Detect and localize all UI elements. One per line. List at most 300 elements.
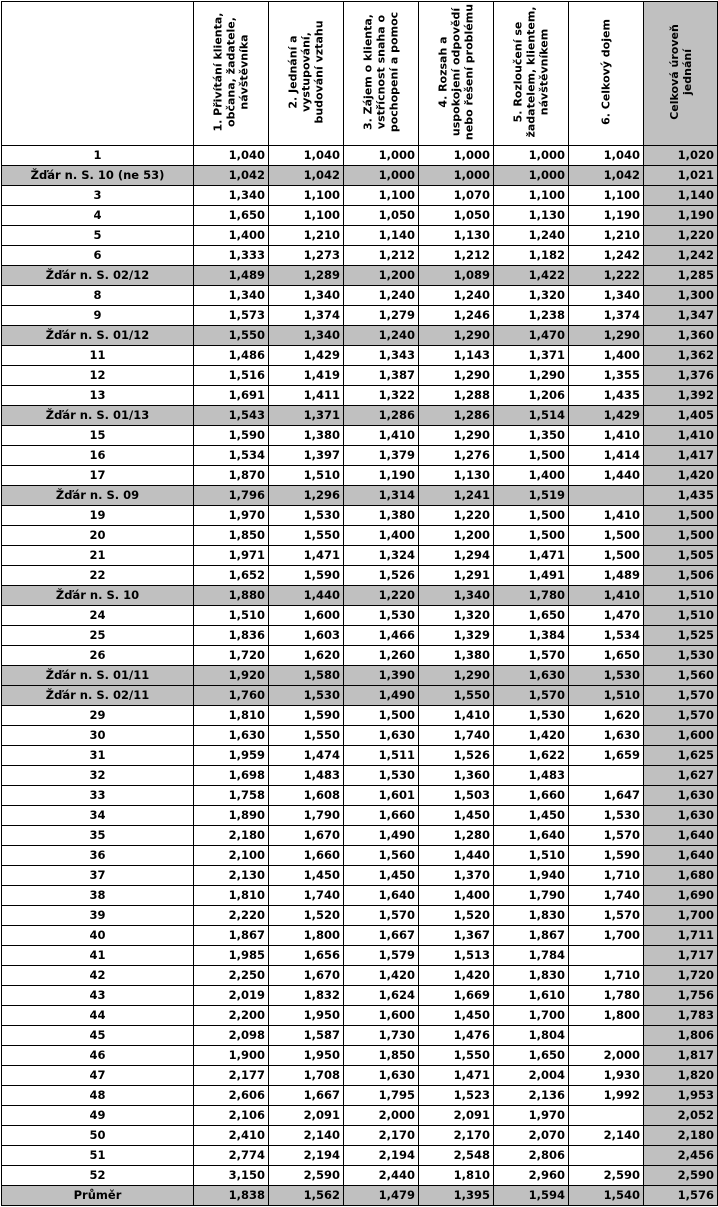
table-row bbox=[2, 1046, 718, 1066]
cell-value: 1,543 bbox=[194, 406, 269, 426]
cell-value: 1,240 bbox=[419, 286, 494, 306]
row-label: 32 bbox=[2, 766, 194, 786]
cell-value: 1,700 bbox=[569, 926, 644, 946]
cell-value: 1,710 bbox=[569, 866, 644, 886]
cell-value: 1,534 bbox=[194, 446, 269, 466]
cell-value: 1,601 bbox=[344, 786, 419, 806]
table-row bbox=[2, 246, 718, 266]
cell-value: 1,246 bbox=[419, 306, 494, 326]
cell-value: 1,640 bbox=[494, 826, 569, 846]
cell-value: 1,296 bbox=[269, 486, 344, 506]
table-row bbox=[2, 286, 718, 306]
cell-value: 2,000 bbox=[569, 1046, 644, 1066]
cell-value: 1,476 bbox=[419, 1026, 494, 1046]
table-row bbox=[2, 1186, 718, 1206]
cell-value: 1,322 bbox=[344, 386, 419, 406]
cell-value: 1,740 bbox=[569, 886, 644, 906]
cell-value: 1,324 bbox=[344, 546, 419, 566]
row-label: 17 bbox=[2, 466, 194, 486]
cell-value: 1,410 bbox=[569, 586, 644, 606]
cell-total: 2,052 bbox=[644, 1106, 718, 1126]
cell-value: 1,384 bbox=[494, 626, 569, 646]
cell-total: 1,362 bbox=[644, 346, 718, 366]
cell-value: 1,240 bbox=[494, 226, 569, 246]
cell-total: 1,190 bbox=[644, 206, 718, 226]
cell-value: 1,050 bbox=[344, 206, 419, 226]
row-label: Žďár n. S. 09 bbox=[2, 486, 194, 506]
cell-value: 1,850 bbox=[194, 526, 269, 546]
cell-value: 2,170 bbox=[344, 1126, 419, 1146]
header-col-total-label: Celková úroveň jednání bbox=[667, 24, 694, 120]
cell-value: 1,600 bbox=[269, 606, 344, 626]
cell-total: 1,220 bbox=[644, 226, 718, 246]
cell-value: 1,130 bbox=[494, 206, 569, 226]
cell-value: 1,660 bbox=[269, 846, 344, 866]
cell-value: 1,580 bbox=[269, 666, 344, 686]
cell-value: 1,590 bbox=[269, 566, 344, 586]
cell-value: 1,510 bbox=[194, 606, 269, 626]
cell-value: 1,387 bbox=[344, 366, 419, 386]
table-row bbox=[2, 786, 718, 806]
cell-value: 1,435 bbox=[569, 386, 644, 406]
row-label: 34 bbox=[2, 806, 194, 826]
cell-value: 1,291 bbox=[419, 566, 494, 586]
cell-value: 1,471 bbox=[494, 546, 569, 566]
cell-value: 1,650 bbox=[494, 606, 569, 626]
row-label: 50 bbox=[2, 1126, 194, 1146]
cell-value: 1,526 bbox=[419, 746, 494, 766]
cell-value: 1,333 bbox=[194, 246, 269, 266]
cell-value: 1,691 bbox=[194, 386, 269, 406]
row-label: 31 bbox=[2, 746, 194, 766]
cell-value: 1,089 bbox=[419, 266, 494, 286]
cell-value: 1,640 bbox=[344, 886, 419, 906]
table-row bbox=[2, 846, 718, 866]
cell-value: 1,510 bbox=[494, 846, 569, 866]
cell-value: 1,700 bbox=[494, 1006, 569, 1026]
cell-value: 1,379 bbox=[344, 446, 419, 466]
cell-value: 1,238 bbox=[494, 306, 569, 326]
cell-value: 1,419 bbox=[269, 366, 344, 386]
cell-value: 1,380 bbox=[344, 506, 419, 526]
table-row bbox=[2, 646, 718, 666]
cell-value: 1,320 bbox=[419, 606, 494, 626]
cell-value: 2,590 bbox=[569, 1166, 644, 1186]
cell-value: 2,180 bbox=[194, 826, 269, 846]
header-col-4-label: 4. Rozsah a uspokojení odpovědí nebo řešení problému bbox=[436, 3, 476, 141]
cell-total: 1,680 bbox=[644, 866, 718, 886]
cell-total: 1,300 bbox=[644, 286, 718, 306]
cell-value: 1,471 bbox=[419, 1066, 494, 1086]
table-row bbox=[2, 826, 718, 846]
table-row bbox=[2, 626, 718, 646]
row-label: 43 bbox=[2, 986, 194, 1006]
row-label: 12 bbox=[2, 366, 194, 386]
table-row bbox=[2, 186, 718, 206]
cell-value: 1,650 bbox=[494, 1046, 569, 1066]
cell-total: 1,020 bbox=[644, 146, 718, 166]
table-row bbox=[2, 1106, 718, 1126]
cell-value: 1,289 bbox=[269, 266, 344, 286]
cell-value: 1,510 bbox=[269, 466, 344, 486]
cell-value: 2,106 bbox=[194, 1106, 269, 1126]
cell-value: 1,290 bbox=[569, 326, 644, 346]
row-label: Žďár n. S. 10 (ne 53) bbox=[2, 166, 194, 186]
cell-value: 1,070 bbox=[419, 186, 494, 206]
cell-value: 1,140 bbox=[344, 226, 419, 246]
cell-value: 1,000 bbox=[419, 146, 494, 166]
cell-value: 1,000 bbox=[494, 166, 569, 186]
table-row bbox=[2, 566, 718, 586]
cell-value: 1,220 bbox=[419, 506, 494, 526]
cell-value: 1,550 bbox=[419, 1046, 494, 1066]
cell-value: 1,940 bbox=[494, 866, 569, 886]
cell-value: 1,647 bbox=[569, 786, 644, 806]
cell-value: 1,190 bbox=[344, 466, 419, 486]
cell-value: 1,400 bbox=[494, 466, 569, 486]
header-col-5 bbox=[494, 2, 569, 146]
cell-value: 1,329 bbox=[419, 626, 494, 646]
cell-value: 1,400 bbox=[419, 886, 494, 906]
cell-value: 1,429 bbox=[569, 406, 644, 426]
cell-value: 1,200 bbox=[344, 266, 419, 286]
cell-value: 1,560 bbox=[344, 846, 419, 866]
cell-value: 1,360 bbox=[419, 766, 494, 786]
cell-total: 1,525 bbox=[644, 626, 718, 646]
cell-value: 1,206 bbox=[494, 386, 569, 406]
cell-value: 1,656 bbox=[269, 946, 344, 966]
cell-value: 2,548 bbox=[419, 1146, 494, 1166]
cell-value: 1,420 bbox=[494, 726, 569, 746]
table-row bbox=[2, 426, 718, 446]
header-col-3 bbox=[344, 2, 419, 146]
cell-value: 1,511 bbox=[344, 746, 419, 766]
cell-value: 1,780 bbox=[494, 586, 569, 606]
cell-value: 1,534 bbox=[569, 626, 644, 646]
cell-total: 1,510 bbox=[644, 586, 718, 606]
cell-total: 1,576 bbox=[644, 1186, 718, 1206]
row-label: 45 bbox=[2, 1026, 194, 1046]
cell-value: 2,177 bbox=[194, 1066, 269, 1086]
cell-value: 1,279 bbox=[344, 306, 419, 326]
cell-value: 1,450 bbox=[419, 1006, 494, 1026]
cell-value: 1,630 bbox=[494, 666, 569, 686]
row-label: 13 bbox=[2, 386, 194, 406]
cell-value: 1,880 bbox=[194, 586, 269, 606]
cell-value: 2,220 bbox=[194, 906, 269, 926]
cell-value: 1,200 bbox=[419, 526, 494, 546]
table-row bbox=[2, 166, 718, 186]
cell-value: 1,290 bbox=[419, 426, 494, 446]
cell-value: 1,594 bbox=[494, 1186, 569, 1206]
table-row bbox=[2, 446, 718, 466]
cell-value: 1,667 bbox=[344, 926, 419, 946]
cell-total: 1,506 bbox=[644, 566, 718, 586]
cell-total: 1,242 bbox=[644, 246, 718, 266]
table-row bbox=[2, 546, 718, 566]
cell-value: 1,590 bbox=[269, 706, 344, 726]
cell-total: 1,953 bbox=[644, 1086, 718, 1106]
cell-total: 1,711 bbox=[644, 926, 718, 946]
cell-value: 1,740 bbox=[419, 726, 494, 746]
cell-value: 1,040 bbox=[569, 146, 644, 166]
cell-value: 2,098 bbox=[194, 1026, 269, 1046]
table-row bbox=[2, 486, 718, 506]
cell-value: 1,260 bbox=[344, 646, 419, 666]
cell-value: 2,091 bbox=[419, 1106, 494, 1126]
cell-value: 1,314 bbox=[344, 486, 419, 506]
cell-value: 2,130 bbox=[194, 866, 269, 886]
row-label: 49 bbox=[2, 1106, 194, 1126]
cell-value: 1,470 bbox=[494, 326, 569, 346]
cell-value: 1,624 bbox=[344, 986, 419, 1006]
cell-value: 1,340 bbox=[569, 286, 644, 306]
cell-value: 1,294 bbox=[419, 546, 494, 566]
cell-value: 1,241 bbox=[419, 486, 494, 506]
cell-value: 1,240 bbox=[344, 326, 419, 346]
cell-value: 1,489 bbox=[569, 566, 644, 586]
cell-value: 1,440 bbox=[569, 466, 644, 486]
cell-value: 1,000 bbox=[494, 146, 569, 166]
cell-value: 1,590 bbox=[194, 426, 269, 446]
cell-total: 1,817 bbox=[644, 1046, 718, 1066]
cell-value: 1,286 bbox=[419, 406, 494, 426]
cell-value: 1,836 bbox=[194, 626, 269, 646]
cell-value: 1,040 bbox=[269, 146, 344, 166]
cell-value bbox=[569, 1146, 644, 1166]
cell-value: 1,100 bbox=[569, 186, 644, 206]
row-label: 6 bbox=[2, 246, 194, 266]
cell-value: 2,606 bbox=[194, 1086, 269, 1106]
cell-value: 1,970 bbox=[194, 506, 269, 526]
table-body bbox=[2, 146, 718, 1206]
table-row bbox=[2, 686, 718, 706]
table-row bbox=[2, 386, 718, 406]
cell-value: 1,520 bbox=[419, 906, 494, 926]
cell-value: 1,650 bbox=[194, 206, 269, 226]
cell-value: 2,250 bbox=[194, 966, 269, 986]
cell-value: 1,320 bbox=[494, 286, 569, 306]
cell-total: 2,180 bbox=[644, 1126, 718, 1146]
cell-value: 1,790 bbox=[494, 886, 569, 906]
cell-value: 1,540 bbox=[569, 1186, 644, 1206]
cell-value: 2,410 bbox=[194, 1126, 269, 1146]
cell-value: 1,491 bbox=[494, 566, 569, 586]
cell-value: 1,830 bbox=[494, 966, 569, 986]
table-row bbox=[2, 766, 718, 786]
row-label: 47 bbox=[2, 1066, 194, 1086]
cell-value: 1,590 bbox=[569, 846, 644, 866]
cell-value: 1,804 bbox=[494, 1026, 569, 1046]
cell-value: 1,280 bbox=[419, 826, 494, 846]
cell-value: 2,440 bbox=[344, 1166, 419, 1186]
cell-value: 1,420 bbox=[419, 966, 494, 986]
cell-value: 1,100 bbox=[344, 186, 419, 206]
cell-value bbox=[569, 486, 644, 506]
row-label: 29 bbox=[2, 706, 194, 726]
cell-value: 1,810 bbox=[419, 1166, 494, 1186]
cell-value: 1,659 bbox=[569, 746, 644, 766]
cell-value: 1,450 bbox=[494, 806, 569, 826]
cell-value: 1,570 bbox=[344, 906, 419, 926]
cell-value: 1,422 bbox=[494, 266, 569, 286]
cell-value: 1,670 bbox=[269, 826, 344, 846]
cell-value: 1,483 bbox=[494, 766, 569, 786]
row-label: 22 bbox=[2, 566, 194, 586]
cell-value: 1,500 bbox=[494, 506, 569, 526]
cell-value: 1,340 bbox=[269, 326, 344, 346]
cell-value: 1,610 bbox=[494, 986, 569, 1006]
cell-value: 1,959 bbox=[194, 746, 269, 766]
cell-total: 1,640 bbox=[644, 826, 718, 846]
cell-value: 1,000 bbox=[344, 166, 419, 186]
cell-value: 1,410 bbox=[569, 426, 644, 446]
table-row bbox=[2, 666, 718, 686]
cell-value: 1,100 bbox=[494, 186, 569, 206]
table-row bbox=[2, 946, 718, 966]
row-label: 8 bbox=[2, 286, 194, 306]
row-label: 26 bbox=[2, 646, 194, 666]
cell-value: 1,530 bbox=[569, 806, 644, 826]
cell-value: 1,630 bbox=[569, 726, 644, 746]
cell-value: 1,698 bbox=[194, 766, 269, 786]
table-row bbox=[2, 526, 718, 546]
cell-value: 1,471 bbox=[269, 546, 344, 566]
cell-value: 1,603 bbox=[269, 626, 344, 646]
cell-value bbox=[569, 1106, 644, 1126]
cell-value: 1,450 bbox=[344, 866, 419, 886]
row-label: 35 bbox=[2, 826, 194, 846]
header-col-6-label: 6. Celkový dojem bbox=[599, 19, 613, 125]
cell-value: 1,212 bbox=[344, 246, 419, 266]
row-label: 19 bbox=[2, 506, 194, 526]
row-label: 1 bbox=[2, 146, 194, 166]
header-col-6 bbox=[569, 2, 644, 146]
row-label: 11 bbox=[2, 346, 194, 366]
cell-value: 1,550 bbox=[194, 326, 269, 346]
cell-value: 1,550 bbox=[419, 686, 494, 706]
row-label: Žďár n. S. 01/13 bbox=[2, 406, 194, 426]
cell-total: 1,600 bbox=[644, 726, 718, 746]
cell-value: 1,100 bbox=[269, 206, 344, 226]
cell-value: 1,970 bbox=[494, 1106, 569, 1126]
cell-value: 1,550 bbox=[269, 726, 344, 746]
cell-total: 1,530 bbox=[644, 646, 718, 666]
cell-value: 1,380 bbox=[269, 426, 344, 446]
table-row bbox=[2, 706, 718, 726]
cell-value: 1,810 bbox=[194, 706, 269, 726]
cell-value: 2,194 bbox=[344, 1146, 419, 1166]
cell-value: 1,650 bbox=[569, 646, 644, 666]
cell-total: 1,505 bbox=[644, 546, 718, 566]
row-label: 37 bbox=[2, 866, 194, 886]
cell-value: 1,516 bbox=[194, 366, 269, 386]
header-row bbox=[2, 2, 718, 146]
cell-value: 2,194 bbox=[269, 1146, 344, 1166]
cell-value: 1,796 bbox=[194, 486, 269, 506]
row-label: 3 bbox=[2, 186, 194, 206]
table-row bbox=[2, 866, 718, 886]
cell-value: 1,652 bbox=[194, 566, 269, 586]
row-label: 5 bbox=[2, 226, 194, 246]
cell-value: 1,429 bbox=[269, 346, 344, 366]
cell-value: 1,390 bbox=[344, 666, 419, 686]
cell-value: 1,490 bbox=[344, 686, 419, 706]
cell-value: 1,660 bbox=[494, 786, 569, 806]
cell-value: 1,579 bbox=[344, 946, 419, 966]
cell-value: 1,630 bbox=[344, 726, 419, 746]
cell-total: 1,360 bbox=[644, 326, 718, 346]
table-row bbox=[2, 746, 718, 766]
cell-value: 1,210 bbox=[569, 226, 644, 246]
cell-value: 1,222 bbox=[569, 266, 644, 286]
cell-total: 1,420 bbox=[644, 466, 718, 486]
cell-value: 1,622 bbox=[494, 746, 569, 766]
cell-value: 1,340 bbox=[419, 586, 494, 606]
cell-value: 1,930 bbox=[569, 1066, 644, 1086]
cell-value: 1,740 bbox=[269, 886, 344, 906]
cell-value: 1,130 bbox=[419, 226, 494, 246]
cell-value: 1,042 bbox=[194, 166, 269, 186]
cell-total: 1,720 bbox=[644, 966, 718, 986]
cell-total: 1,570 bbox=[644, 706, 718, 726]
cell-value: 1,440 bbox=[419, 846, 494, 866]
table-row bbox=[2, 886, 718, 906]
cell-value: 1,440 bbox=[269, 586, 344, 606]
row-label: 40 bbox=[2, 926, 194, 946]
table-row bbox=[2, 226, 718, 246]
header-col-5-label: 5. Rozloučení se žadatelem, klientem, návštěvníkem bbox=[511, 6, 551, 138]
table-row bbox=[2, 346, 718, 366]
table-row bbox=[2, 1006, 718, 1026]
cell-value: 1,276 bbox=[419, 446, 494, 466]
cell-value: 1,570 bbox=[494, 686, 569, 706]
cell-value: 1,570 bbox=[569, 826, 644, 846]
cell-total: 1,630 bbox=[644, 806, 718, 826]
cell-value: 1,240 bbox=[344, 286, 419, 306]
row-label: 20 bbox=[2, 526, 194, 546]
cell-value: 1,500 bbox=[344, 706, 419, 726]
cell-value: 1,950 bbox=[269, 1046, 344, 1066]
cell-value: 2,200 bbox=[194, 1006, 269, 1026]
cell-value: 1,410 bbox=[569, 506, 644, 526]
cell-value: 1,513 bbox=[419, 946, 494, 966]
cell-total: 1,347 bbox=[644, 306, 718, 326]
cell-total: 1,560 bbox=[644, 666, 718, 686]
row-label: 51 bbox=[2, 1146, 194, 1166]
cell-total: 1,417 bbox=[644, 446, 718, 466]
cell-value: 1,530 bbox=[569, 666, 644, 686]
cell-value: 1,530 bbox=[494, 706, 569, 726]
cell-total: 1,392 bbox=[644, 386, 718, 406]
table-header bbox=[2, 2, 718, 146]
cell-value: 1,355 bbox=[569, 366, 644, 386]
header-col-2-label: 2. Jednání a vystupování, budování vztahu bbox=[286, 20, 326, 124]
cell-total: 1,435 bbox=[644, 486, 718, 506]
cell-value: 1,630 bbox=[194, 726, 269, 746]
row-label: 24 bbox=[2, 606, 194, 626]
cell-value: 1,190 bbox=[569, 206, 644, 226]
table-row bbox=[2, 726, 718, 746]
cell-value: 1,483 bbox=[269, 766, 344, 786]
cell-value: 2,136 bbox=[494, 1086, 569, 1106]
cell-value: 1,985 bbox=[194, 946, 269, 966]
cell-total: 1,625 bbox=[644, 746, 718, 766]
cell-value: 1,992 bbox=[569, 1086, 644, 1106]
evaluation-table bbox=[1, 1, 718, 1206]
cell-value: 1,411 bbox=[269, 386, 344, 406]
row-label: 46 bbox=[2, 1046, 194, 1066]
